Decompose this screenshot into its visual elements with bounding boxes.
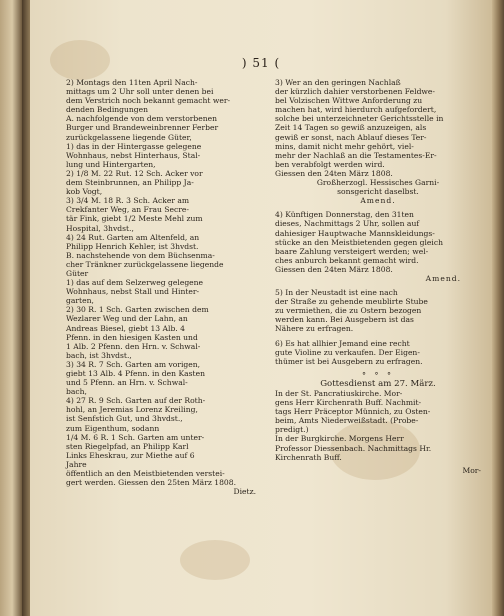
text-line: 2) 30 R. 1 Sch. Garten zwischen dem [66,305,209,315]
text-line: bach, ist 3hvdst., [66,350,132,360]
text-line: mehr der Nachlaß an die Testamentes-Er- [275,150,437,160]
church-service-heading: Gottesdienst am 27. März. [320,378,436,389]
catchword: Mor- [462,465,481,475]
text-line: Wohnhaus, nebst Hinterhaus, Stal- [66,150,201,160]
text-line: 1) das auf dem Selzerweg gelegene [66,278,204,288]
text-line: Nähere zu erfragen. [275,324,354,334]
text-line: tags Herr Präceptor Münnich, zu Osten- [275,407,431,417]
text-line: gewiß er sonst, nach Ablauf dieses Ter- [275,132,427,142]
text-line: 2) 1/8 M. 22 Rut. 12 Sch. Acker vor [66,168,203,178]
text-line: 1/4 M. 6 R. 1 Sch. Garten am unter- [66,432,205,442]
text-line: gert werden. Giessen den 25ten März 1808. [66,478,236,488]
text-line: Crekfanter Weg, an Frau Secre- [66,205,189,215]
text-line: solche bei unterzeichneter Gerichtsstelle in [275,114,444,124]
text-line: dem Steinbrunnen, an Philipp Ja- [66,178,194,188]
text-line: Burger und Brandeweinbrenner Ferber [66,123,219,133]
text-line: Wohnhaus, nebst Stall und Hinter- [66,287,200,297]
text-line: Zeit 14 Tagen so gewiß anzuzeigen, als [275,123,427,133]
text-line: Hospital, 3hvdst., [66,223,134,233]
text-line: Philipp Henrich Kehler, ist 3hvdst. [66,241,199,251]
text-line: Links Eheskrau, zur Miethe auf 6 [66,450,195,460]
text-line: mittags um 2 Uhr soll unter denen bei [66,87,214,97]
text-line: der Straße zu gehende meublirte Stube [275,297,428,307]
text-line: 4) 27 R. 9 Sch. Garten auf der Roth- [66,396,206,406]
notice-3-estate-claims [275,78,481,178]
text-line: zu vermiethen, die zu Ostern bezogen [275,306,422,316]
authority-name-cont: sonsgericht daselbst. [337,187,419,197]
text-line: hohl, an Jeremias Lorenz Kreiling, [66,405,198,415]
text-line: 1 Alb. 2 Pfenn. den Hrn. v. Schwal- [66,341,201,351]
office-signature: Amend. [425,273,461,283]
notice-6-violin-for-sale [275,339,481,366]
book-gutter [22,0,30,616]
notice-4-auction-clothing [275,210,481,274]
church-service-listing [275,389,481,462]
text-line: dem Verstrich noch bekannt gemacht wer- [66,96,231,106]
text-line: Wezlarer Weg und der Lahn, an [66,314,188,324]
text-line: sten Riegelpfad, an Philipp Karl [66,441,189,451]
notice-5-room-for-rent [275,288,481,333]
text-line: giebt 13 Alb. 4 Pfenn. in den Kasten [66,369,205,378]
paper-stain [180,540,250,580]
text-line: 3) 3/4 M. 18 R. 3 Sch. Acker am [66,196,190,206]
text-line: bach, [66,387,87,397]
text-line: öffentlich an den Meistbietenden verstei- [66,469,225,479]
page-stack-edge [492,0,504,616]
text-line: predigt.) [275,425,309,435]
text-line: cher Tränkner zurückgelassene liegende [66,259,224,269]
text-line: Andreas Biesel, giebt 13 Alb. 4 [66,323,185,333]
text-line: denden Bedingungen [66,105,149,115]
text-line: mins, damit nicht mehr gehört, viel- [275,141,414,151]
text-line: Güter [66,268,89,278]
text-line: Professor Diessenbach. Nachmittags Hr. [275,443,432,453]
text-line: 5) In der Neustadt ist eine nach [275,288,398,298]
text-line: In der St. Pancratiuskirche. Mor- [275,389,403,398]
text-line: werden kann. Bei Ausgebern ist das [275,315,414,325]
text-line: gute Violine zu verkaufen. Der Eigen- [275,347,420,357]
page-number-header: ) 51 ( [241,56,281,70]
ornament-divider: ° ° ° [361,370,395,380]
text-line: kob Vogt, [66,187,103,197]
text-line: ches anburch bekannt gemacht wird. [275,255,419,265]
text-line: A. nachfolgende von dem verstorbenen [66,114,218,124]
text-line: dieses, Nachmittags 2 Uhr, sollen auf [275,219,420,229]
text-line: bel Volzischen Wittwe Anforderung zu [275,96,423,106]
text-line: 6) Es hat allhier Jemand eine recht [275,338,410,348]
text-line: stücke an den Meistbietenden gegen gleich [275,237,443,247]
text-line: gens Herr Kirchenrath Buff. Nachmit- [275,398,422,408]
text-line: lung und Hintergarten, [66,159,156,169]
text-line: 4) Künftigen Donnerstag, den 31ten [275,210,414,220]
text-line: baare Zahlung versteigert werden; wel- [275,246,429,256]
text-line: 4) 24 Rut. Garten am Altenfeld, an [66,232,200,242]
text-line: ist Senfstich Gut, und 3hvdst., [66,414,183,424]
text-line: In der Burgkirche. Morgens Herr [275,434,404,444]
left-column [66,78,266,496]
text-line: machen hat, wird hierdurch aufgefordert, [275,105,437,115]
text-line: zum Eigenthum, sodann [66,423,160,433]
text-line: tär Fink, giebt 1/2 Meste Mehl zum [66,214,203,224]
text-line: ben verabfolgt werden wird. [275,159,385,169]
text-line: beim, Amts Niederweißstadt. (Probe- [275,416,419,426]
text-line: der kürzlich dahier verstorbenen Feldwe- [275,87,435,97]
text-line: B. nachstehende von dem Büchsenma- [66,250,215,260]
text-line: Pfenn. in den hiesigen Kasten und [66,332,198,342]
text-line: Giessen den 24ten März 1808. [275,168,393,178]
text-line: thümer ist bei Ausgebern zu erfragen. [275,356,423,366]
authority-name: Großherzogl. Hessisches Garni- [316,178,440,188]
text-line: 3) 34 R. 7 Sch. Garten am vorigen, [66,359,201,369]
text-line: 3) Wer an den geringen Nachlaß [275,78,401,87]
text-line: 2) Montags den 11ten April Nach- [66,78,198,87]
text-line: zurückgelassene liegende Güter, [66,132,192,142]
signature: Dietz. [233,487,256,497]
text-line: 1) das in der Hintergasse gelegene [66,141,202,151]
text-line: Jahre [66,459,87,469]
text-line: Kirchenrath Buff. [275,452,342,462]
text-line: garten, [66,296,94,306]
document-page [30,0,492,616]
right-column [275,78,481,475]
text-line: dahiesiger Hauptwache Mannskleidungs- [275,228,435,238]
text-line: Giessen den 24ten März 1808. [275,264,393,274]
facing-page-edge [0,0,22,616]
text-line: und 5 Pfenn. an Hrn. v. Schwal- [66,378,188,388]
office-signature: Amend. [360,196,396,206]
